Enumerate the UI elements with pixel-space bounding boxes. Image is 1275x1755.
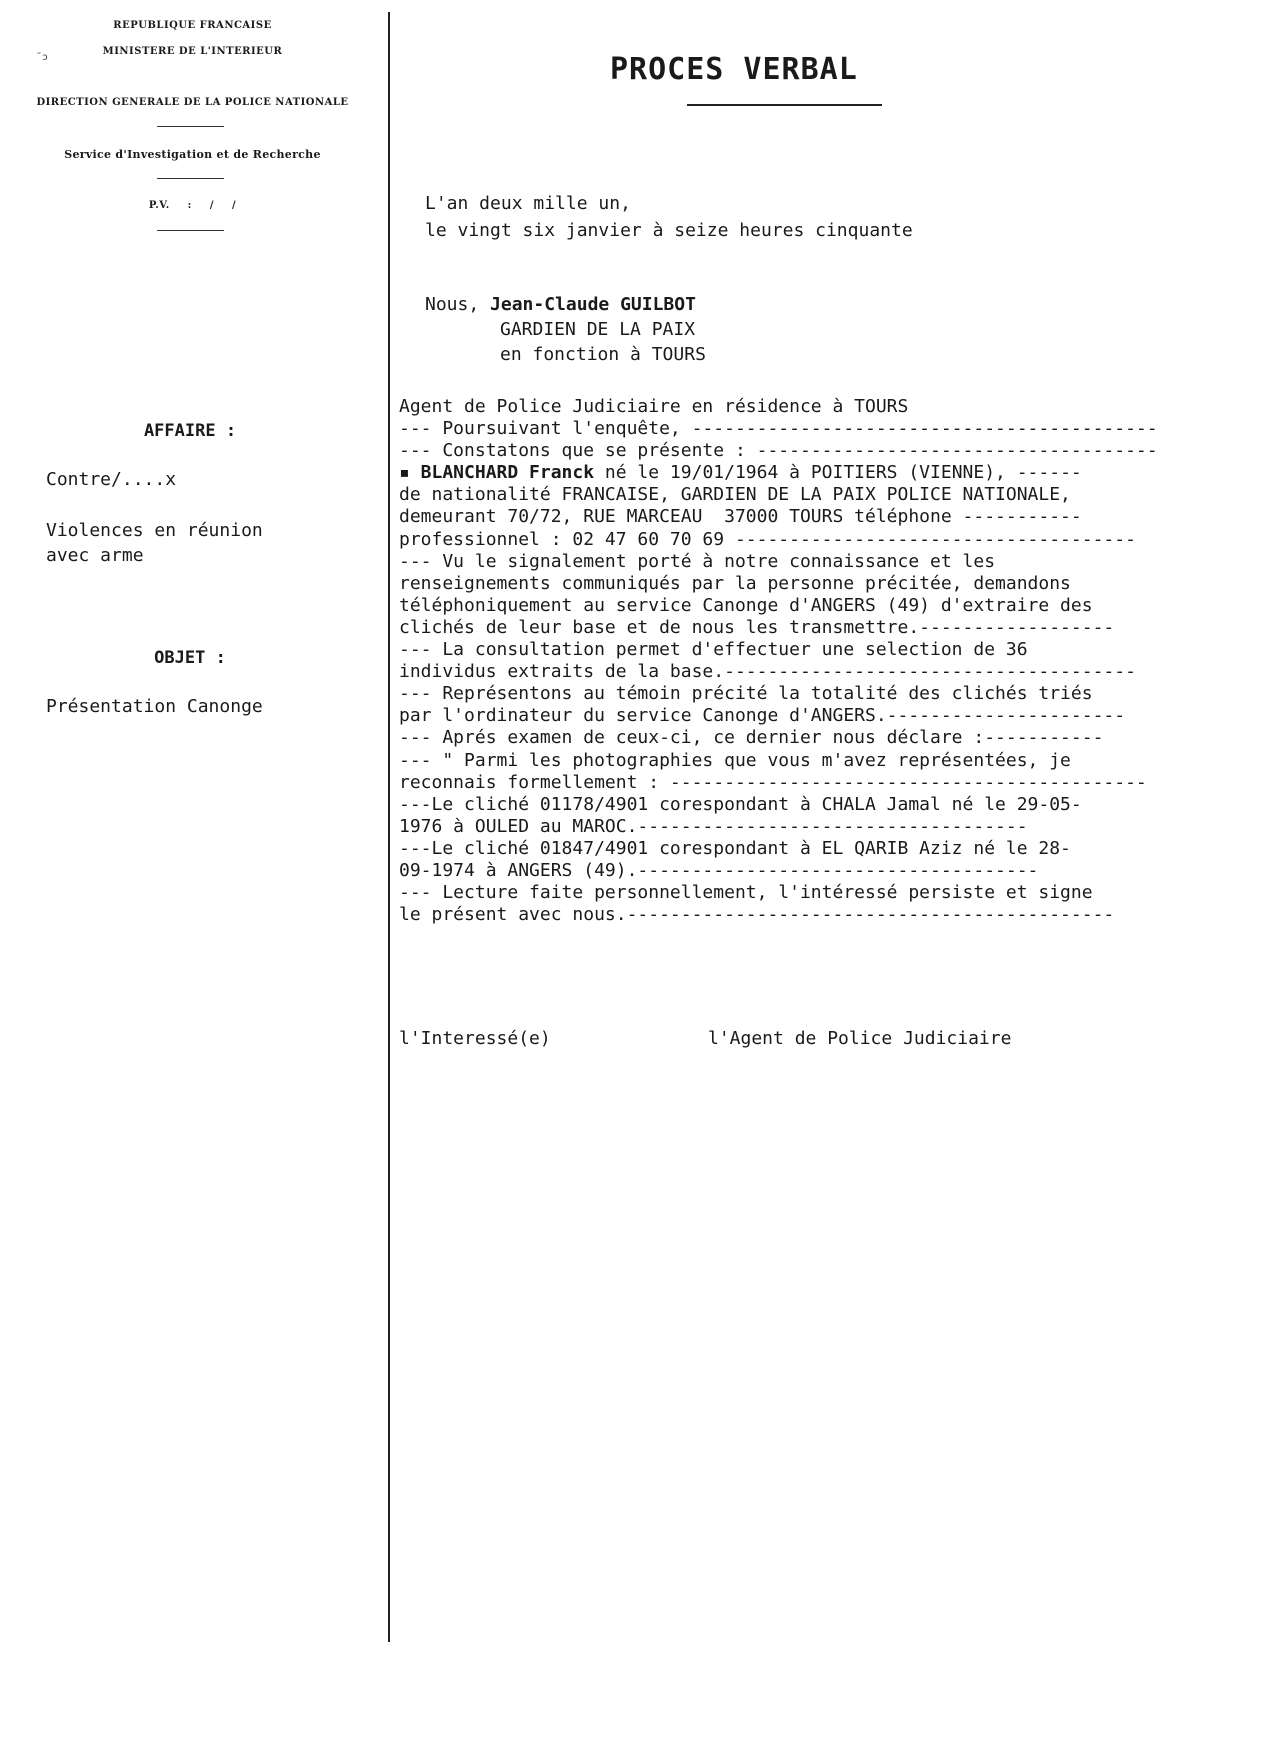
body-line-text: 09-1974 à ANGERS (49).-------------------------------------	[399, 859, 1039, 881]
officer-name: Jean-Claude GUILBOT	[490, 294, 696, 315]
body-line-text: --- Lecture faite personnellement, l'intéressé persiste et signe	[399, 882, 1093, 904]
body-line-text: --- Poursuivant l'enquête, -------------------------------------------	[399, 418, 1158, 440]
body-line-text: clichés de leur base et de nous les transmettre.------------------	[399, 616, 1115, 638]
body-line	[399, 882, 1209, 904]
body-line-text: 1976 à OULED au MAROC.------------------------------------	[399, 815, 1028, 837]
body-line-text: de nationalité FRANCAISE, GARDIEN DE LA PAIX POLICE NATIONALE,	[399, 484, 1071, 506]
column-divider	[388, 12, 390, 1642]
body-line	[399, 484, 1209, 506]
body-line	[399, 727, 1209, 749]
scan-mark: ˘ɔ	[36, 52, 49, 63]
offense-line-2: avec arme	[46, 545, 144, 566]
body-line-text: demeurant 70/72, RUE MARCEAU 37000 TOURS téléphone -----------	[399, 506, 1082, 528]
body-line	[399, 639, 1209, 661]
signature-agent: l'Agent de Police Judiciaire	[708, 1028, 1012, 1049]
body-line	[399, 772, 1209, 794]
body-line	[399, 506, 1209, 528]
body-line-text: le présent avec nous.---------------------------------------------	[399, 904, 1115, 926]
nous-prefix: Nous,	[425, 294, 491, 315]
body-line	[399, 462, 1209, 484]
body-line-text: professionnel : 02 47 60 70 69 -------------------------------------	[399, 528, 1136, 550]
date-line-2: le vingt six janvier à seize heures cinquante	[425, 220, 913, 241]
body-line	[399, 838, 1209, 860]
pv-reference: P.V. : / /	[148, 200, 237, 211]
body-line-text: ---Le cliché 01178/4901 corespondant à CHALA Jamal né le 29-05-	[399, 793, 1082, 815]
body-text	[399, 396, 1209, 926]
margin-column	[0, 0, 385, 1755]
separator-rule	[157, 178, 224, 179]
person-name: ▪ BLANCHARD Franck	[399, 462, 595, 484]
date-line-1: L'an deux mille un,	[425, 193, 631, 214]
body-line	[399, 418, 1209, 440]
offense-line-1: Violences en réunion	[46, 520, 263, 541]
body-line-text: reconnais formellement : --------------------------------------------	[399, 771, 1147, 793]
body-line	[399, 860, 1209, 882]
document-title: PROCES VERBAL	[610, 52, 858, 87]
separator-rule	[157, 126, 224, 127]
officer-intro	[425, 294, 696, 316]
objet-label: OBJET :	[154, 648, 226, 668]
body-line	[399, 661, 1209, 683]
header-ministry: MINISTERE DE L'INTERIEUR	[102, 46, 283, 57]
body-line-text: par l'ordinateur du service Canonge d'ANGERS.----------------------	[399, 705, 1126, 727]
body-line	[399, 683, 1209, 705]
header-service: Service d'Investigation et de Recherche	[64, 148, 321, 161]
body-line-text: ---Le cliché 01847/4901 corespondant à EL QARIB Aziz né le 28-	[399, 837, 1071, 859]
header-republic: REPUBLIQUE FRANCAISE	[113, 20, 272, 31]
body-line	[399, 595, 1209, 617]
title-underline	[687, 104, 882, 106]
body-line	[399, 617, 1209, 639]
affaire-label: AFFAIRE :	[143, 421, 237, 441]
body-line	[399, 794, 1209, 816]
body-line-text: --- Constatons que se présente : -------------------------------------	[399, 440, 1158, 462]
body-line	[399, 396, 1209, 418]
objet-value: Présentation Canonge	[46, 696, 263, 717]
body-line-text: individus extraits de la base.--------------------------------------	[399, 661, 1136, 683]
contre-text: Contre/....x	[46, 469, 177, 490]
body-line-text: --- Vu le signalement porté à notre connaissance et les	[399, 550, 996, 572]
body-line-text: né le 19/01/1964 à POITIERS (VIENNE), ------	[594, 462, 1082, 484]
body-line-text: --- La consultation permet d'effectuer une selection de 36	[399, 639, 1028, 661]
body-line-text: renseignements communiqués par la personne précitée, demandons	[399, 572, 1071, 594]
body-line	[399, 529, 1209, 551]
signature-interesse: l'Interessé(e)	[399, 1028, 551, 1049]
body-line	[399, 750, 1209, 772]
body-line-text: téléphoniquement au service Canonge d'ANGERS (49) d'extraire des	[399, 594, 1093, 616]
body-line-text: --- Représentons au témoin précité la totalité des clichés triés	[399, 683, 1093, 705]
separator-rule	[157, 230, 224, 231]
body-line-text: --- Aprés examen de ceux-ci, ce dernier nous déclare :-----------	[399, 727, 1104, 749]
body-line	[399, 705, 1209, 727]
body-line	[399, 440, 1209, 462]
officer-post: en fonction à TOURS	[500, 344, 706, 365]
body-line	[399, 816, 1209, 838]
officer-rank: GARDIEN DE LA PAIX	[500, 319, 696, 340]
body-line	[399, 904, 1209, 926]
body-line	[399, 573, 1209, 595]
header-direction: DIRECTION GENERALE DE LA POLICE NATIONALE	[36, 97, 349, 108]
body-line	[399, 551, 1209, 573]
body-line-text: Agent de Police Judiciaire en résidence à TOURS	[399, 396, 909, 417]
body-line-text: --- " Parmi les photographies que vous m'avez représentées, je	[399, 749, 1071, 771]
